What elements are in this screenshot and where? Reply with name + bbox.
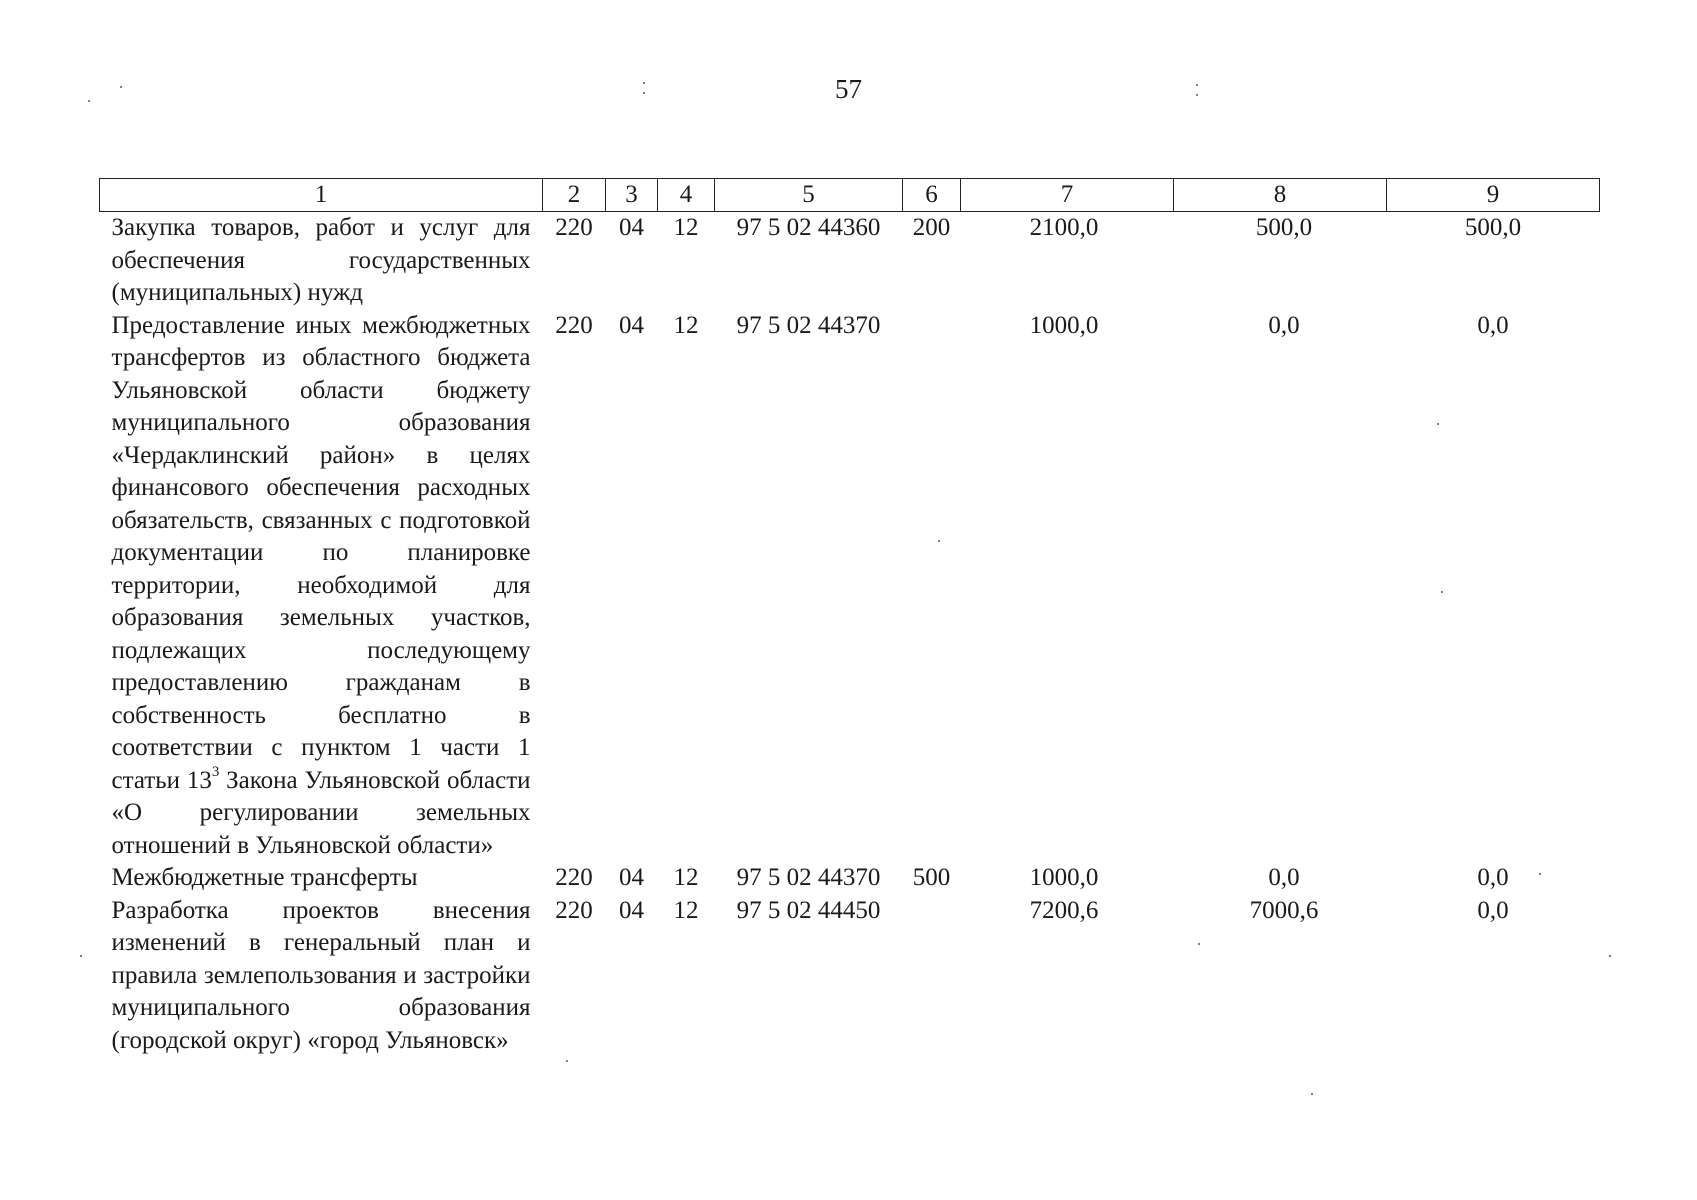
scan-speck <box>1311 1093 1313 1095</box>
cell-col-3: 04 <box>619 896 644 924</box>
cell-col-6: 200 <box>912 214 951 241</box>
scan-speck <box>88 100 90 102</box>
row-name-text-continued: Закона Ульяновской области «О регулировании земельных отношений в Ульяновской области» <box>111 766 531 859</box>
column-header: 4 <box>658 179 715 212</box>
row-name-cell: Разработка проектов внесения изменений в генеральный план и правила землепользования и застройки муниципального образования (городской округ) «город Ульяновск» <box>111 896 531 1054</box>
page-number: 57 <box>835 74 862 104</box>
cell-col-2: 220 <box>555 896 593 924</box>
cell-col-7: 1000,0 <box>1029 311 1099 339</box>
cell-col-8: 0,0 <box>1268 311 1300 339</box>
table-row <box>100 862 1600 895</box>
column-header: 8 <box>1174 179 1387 212</box>
cell-col-4: 12 <box>673 214 699 241</box>
cell-col-8: 7000,6 <box>1249 896 1319 924</box>
scan-speck <box>1609 955 1611 957</box>
cell-col-9: 0,0 <box>1477 864 1509 891</box>
table-row <box>100 212 1600 310</box>
column-header: 6 <box>903 179 961 212</box>
cell-col-3: 04 <box>619 864 644 891</box>
cell-col-7: 2100,0 <box>1029 214 1099 241</box>
cell-col-6 <box>903 310 961 863</box>
cell-col-5: 97 5 02 44370 <box>736 311 881 339</box>
cell-col-5: 97 5 02 44360 <box>736 214 881 241</box>
cell-col-3: 04 <box>619 311 644 339</box>
cell-col-9: 0,0 <box>1477 896 1509 924</box>
scan-speck <box>643 82 645 84</box>
cell-col-3: 04 <box>619 214 644 241</box>
table-row <box>100 310 1600 863</box>
cell-col-4: 12 <box>673 896 699 924</box>
cell-col-7: 7200,6 <box>1029 896 1099 924</box>
column-header: 2 <box>543 179 606 212</box>
scan-speck <box>120 86 122 88</box>
cell-col-5: 97 5 02 44370 <box>736 864 881 891</box>
cell-col-9: 0,0 <box>1477 311 1509 339</box>
column-header: 5 <box>715 179 903 212</box>
scan-speck <box>1196 84 1198 86</box>
cell-col-5: 97 5 02 44450 <box>736 896 881 924</box>
cell-col-6 <box>903 895 961 1058</box>
scan-speck <box>566 1060 568 1062</box>
column-header: 1 <box>100 179 543 212</box>
column-header: 7 <box>961 179 1174 212</box>
row-name-text: Предоставление иных межбюджетных трансфертов из областного бюджета Ульяновской области бюджету муниципального образования «Чердаклинский район» в целях финансового обеспечения расходных обязательств, связанных с подготовкой документации по планировке территории, необходимой для образования земельных участков, подлежащих последующему предоставлению гражданам в собственность бесплатно в соответствии с пунктом 1 части 1 статьи 13 <box>111 311 531 794</box>
superscript: 3 <box>211 764 220 781</box>
cell-col-2: 220 <box>555 864 593 891</box>
budget-table <box>99 178 1600 1057</box>
cell-col-6: 500 <box>912 864 951 891</box>
budget-table-container <box>99 178 1599 1057</box>
scan-speck <box>80 955 82 957</box>
scan-speck <box>1196 94 1198 96</box>
table-row <box>100 895 1600 1058</box>
cell-col-4: 12 <box>673 311 699 339</box>
cell-col-7: 1000,0 <box>1029 864 1099 891</box>
cell-col-9: 500,0 <box>1464 214 1522 241</box>
cell-col-2: 220 <box>555 311 593 339</box>
column-header: 3 <box>606 179 658 212</box>
row-name-cell: Межбюджетные трансферты <box>111 864 418 891</box>
row-name-cell: Закупка товаров, работ и услуг для обеспечения государственных (муниципальных) нужд <box>111 214 531 306</box>
cell-col-8: 0,0 <box>1268 864 1300 891</box>
cell-col-2: 220 <box>555 214 593 241</box>
row-name-cell <box>100 310 543 863</box>
column-header: 9 <box>1387 179 1600 212</box>
cell-col-4: 12 <box>673 864 699 891</box>
scan-speck <box>643 92 645 94</box>
table-header-row <box>100 179 1600 212</box>
cell-col-8: 500,0 <box>1255 214 1313 241</box>
